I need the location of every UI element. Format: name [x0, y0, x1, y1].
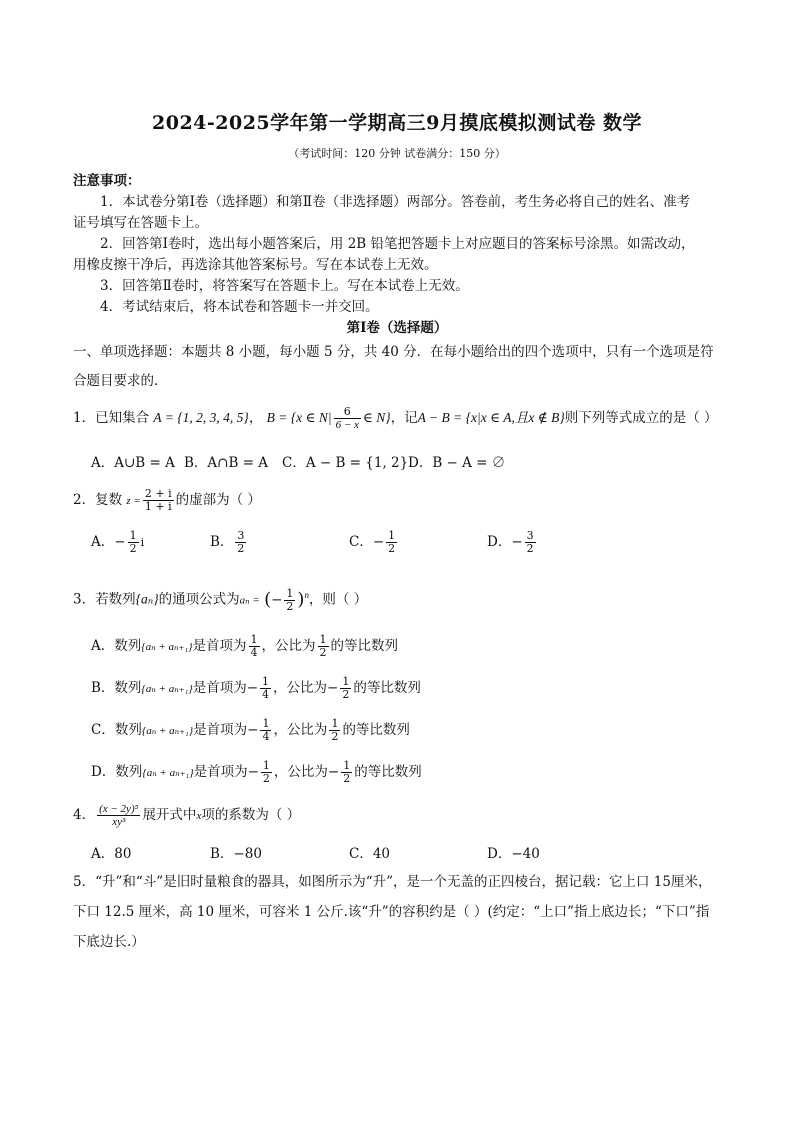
option-text: ，公比为: [273, 722, 328, 738]
option-text: 的等比数列: [342, 722, 410, 738]
notice-item-3: 3．回答第Ⅱ卷时，将答案写在答题卡上。写在本试卷上无效。: [100, 278, 469, 294]
fraction: [284, 588, 295, 613]
option-text: 是首项为: [192, 638, 247, 654]
denominator: 6 − x: [335, 419, 359, 431]
fraction: [386, 530, 397, 555]
option-label: B．: [210, 534, 234, 550]
question-number: 3．: [73, 591, 96, 608]
imaginary-unit: i: [140, 536, 145, 549]
fraction: [260, 676, 271, 701]
q2-option-a: [91, 530, 144, 555]
q1-option-c: C．A − B = {1, 2}: [282, 455, 409, 471]
fraction: [261, 760, 272, 785]
set-a: A = {1, 2, 3, 4, 5}: [153, 410, 249, 425]
question-text: 项的系数为（ ）: [201, 807, 301, 823]
fraction: [318, 634, 329, 659]
formula-lhs: aₙ =: [239, 594, 260, 607]
option-label: C．−: [349, 534, 385, 550]
question-text: ，记: [390, 410, 418, 426]
question-1: [73, 406, 718, 431]
sequence: {aₙ + aₙ₊₁}: [142, 767, 194, 779]
denominator: 2: [526, 542, 534, 555]
numerator: 2 + i: [144, 487, 172, 500]
q1-option-d: D．B − A = ∅: [408, 455, 506, 471]
exam-info: （考试时间：120 分钟 试卷满分：150 分）: [288, 147, 506, 160]
q3-option-a: [91, 634, 398, 659]
fraction: [334, 406, 361, 431]
notice-heading: 注意事项：: [73, 173, 141, 189]
fraction: [260, 718, 271, 743]
question-5-line-1: 5．“升”和“斗”是旧时量粮食的器具，如图所示为“升”，是一个无盖的正四棱台，据记载：它上口 15厘米，: [73, 874, 712, 890]
question-text: 的通项公式为: [158, 591, 240, 608]
sequence: {aₙ + aₙ₊₁}: [141, 725, 194, 737]
fraction: [128, 530, 139, 555]
option-label: B．数列: [91, 680, 142, 696]
denominator: 2: [262, 772, 270, 785]
z-label: z =: [126, 495, 141, 507]
q3-option-d: [91, 760, 422, 785]
question-number: 1．: [73, 410, 96, 426]
option-text: 是首项为−: [192, 680, 259, 696]
q2-option-b: [210, 530, 248, 555]
question-4: [73, 803, 300, 828]
separator: ，: [248, 410, 263, 426]
fraction: [340, 676, 351, 701]
option-text: ，公比为−: [273, 764, 340, 780]
fraction: [341, 760, 352, 785]
variable: x: [196, 810, 202, 822]
question-5-line-2: 下口 12.5 厘米，高 10 厘米，可容米 1 公斤.该“升”的容积约是（ ）(约定：“上口”指上底边长；“下口”指: [73, 904, 710, 920]
numerator: 1: [388, 529, 396, 542]
set-b: B = {x ∈ N|: [266, 410, 332, 425]
question-text: 的虚部为（ ）: [175, 492, 261, 508]
option-label: A．数列: [91, 638, 142, 654]
denominator: 2: [237, 542, 245, 555]
numerator: (x − 2y)⁵: [99, 803, 139, 815]
option-text: ，公比为: [261, 638, 316, 654]
notice-item-4: 4．考试结束后，将本试卷和答题卡一并交回。: [100, 299, 379, 315]
fraction: [329, 718, 340, 743]
notice-item-1-line-2: 证号填写在答题卡上。: [73, 215, 208, 231]
page-title: 2024-2025学年第一学期高三9月摸底模拟测试卷 数学: [152, 112, 642, 134]
q2-option-c: [349, 530, 399, 555]
option-text: ，公比为−: [273, 680, 339, 696]
q4-option-b: B．−80: [210, 846, 262, 862]
section-intro-line-1: 一、单项选择题：本题共 8 小题，每小题 5 分，共 40 分．在每小题给出的四个选项中，只有一个选项是符: [73, 344, 714, 360]
denominator: 1 + i: [144, 500, 172, 513]
denominator: 2: [343, 772, 351, 785]
numerator: 1: [129, 529, 137, 542]
q2-option-d: [487, 530, 538, 555]
question-number: 2．: [73, 492, 96, 508]
fraction: [235, 530, 246, 555]
fraction: [525, 530, 536, 555]
option-label: D．−: [487, 534, 523, 550]
question-text: 复数: [95, 492, 123, 508]
option-label: A．−: [91, 534, 126, 550]
option-label: D．数列: [91, 764, 143, 780]
numerator: 3: [237, 529, 245, 542]
denominator: 4: [262, 688, 270, 701]
denominator: 2: [319, 646, 327, 659]
numerator: 6: [334, 406, 361, 419]
notice-item-1-line-1: 1．本试卷分第Ⅰ卷（选择题）和第Ⅱ卷（非选择题）两部分。答卷前，考生务必将自己的姓名、准考: [100, 194, 691, 210]
question-5-line-3: 下底边长.）: [73, 934, 145, 950]
option-text: 是首项为−: [193, 764, 259, 780]
difference-definition: A − B = {x|x ∈ A,且x ∉ B}: [417, 410, 565, 425]
denominator: 2: [331, 730, 339, 743]
option-text: 的等比数列: [353, 680, 421, 696]
sequence: {aₙ + aₙ₊₁}: [141, 641, 193, 653]
denominator: 2: [342, 688, 350, 701]
sequence: {aₙ}: [135, 591, 159, 607]
denominator: xy³: [112, 816, 126, 828]
question-text: 展开式中: [142, 807, 197, 823]
numerator: 1: [331, 717, 339, 730]
numerator: 1: [262, 717, 270, 730]
question-text: 若数列: [95, 591, 136, 608]
exponent: n: [304, 590, 309, 600]
numerator: 1: [262, 675, 270, 688]
denominator: 2: [388, 542, 396, 555]
fraction: [97, 803, 140, 828]
numerator: 1: [286, 586, 294, 600]
sequence: {aₙ + aₙ₊₁}: [141, 683, 193, 695]
q1-option-a: A．A∪B = A: [91, 455, 175, 471]
question-2: [73, 488, 261, 513]
option-label: C．数列: [91, 722, 142, 738]
q3-option-c: [91, 718, 410, 743]
option-text: 是首项为−: [193, 722, 259, 738]
q4-option-d: D．−40: [487, 846, 540, 862]
notice-item-2-line-2: 用橡皮擦干净后，再选涂其他答案标号。写在本试卷上无效。: [73, 257, 438, 273]
q3-option-b: [91, 676, 421, 701]
section-title: 第Ⅰ卷（选择题）: [346, 320, 448, 336]
numerator: 1: [342, 675, 350, 688]
question-text: ，则（ ）: [308, 591, 368, 608]
minus-sign: −: [271, 592, 283, 608]
q4-option-a: A．80: [91, 846, 132, 862]
numerator: 1: [319, 633, 327, 646]
q1-option-b: B．A∩B = A: [184, 455, 269, 471]
fraction: [249, 634, 260, 659]
paren-close: ): [297, 589, 305, 610]
set-b-end: ∈ N}: [362, 410, 391, 425]
numerator: 1: [262, 759, 270, 772]
section-intro-line-2: 合题目要求的．: [73, 373, 168, 389]
numerator: 3: [526, 529, 534, 542]
question-3: [73, 584, 367, 613]
denominator: 4: [262, 730, 270, 743]
numerator: 1: [250, 633, 258, 646]
question-text: 则下列等式成立的是（ ）: [564, 410, 718, 426]
option-text: 的等比数列: [354, 764, 422, 780]
denominator: 2: [129, 542, 137, 555]
paren-open: (: [264, 589, 272, 610]
option-text: 的等比数列: [330, 638, 399, 654]
fraction: [143, 488, 174, 513]
numerator: 1: [343, 759, 351, 772]
q4-option-c: C．40: [349, 846, 391, 862]
question-text: 已知集合: [95, 410, 150, 426]
denominator: 2: [286, 599, 294, 613]
question-number: 4．: [73, 807, 96, 823]
notice-item-2-line-1: 2．回答第Ⅰ卷时，选出每小题答案后，用 2B 铅笔把答题卡上对应题目的答案标号涂黑。如需改动，: [100, 236, 695, 252]
denominator: 4: [250, 646, 258, 659]
